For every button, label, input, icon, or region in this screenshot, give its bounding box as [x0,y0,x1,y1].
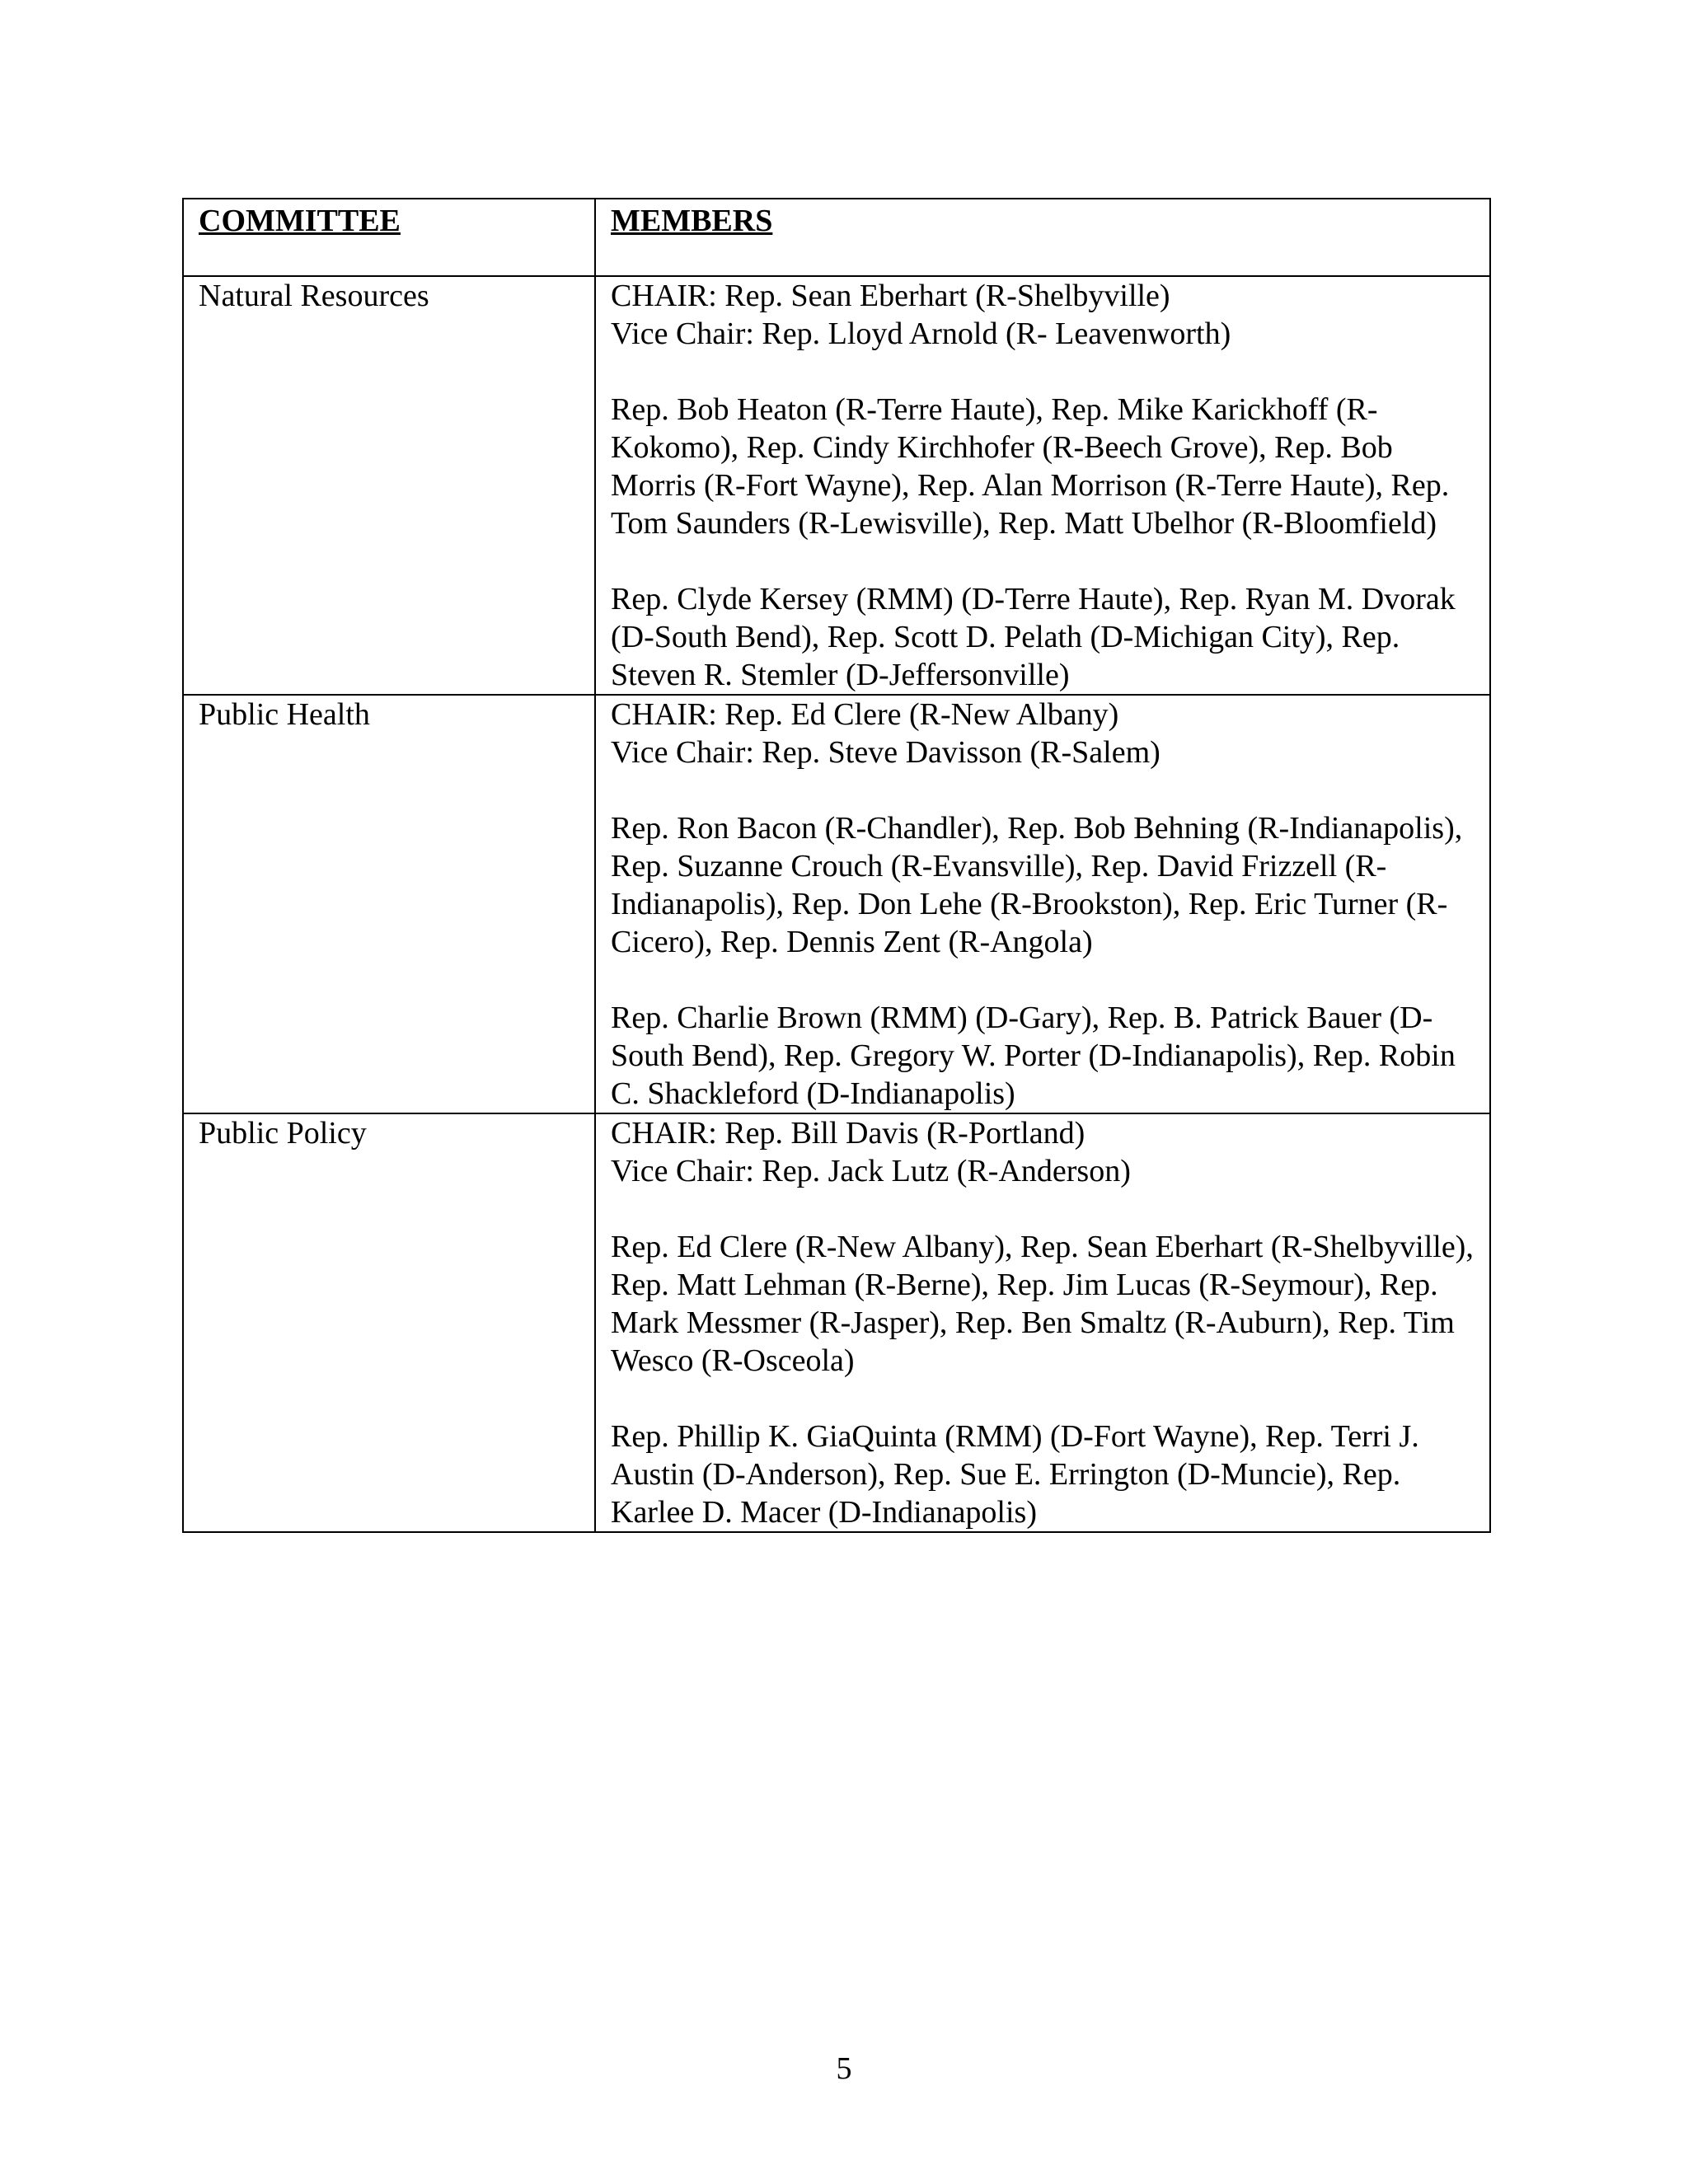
members-column-header [595,199,1490,276]
chair-line: CHAIR: Rep. Bill Davis (R-Portland) [611,1116,1085,1151]
chair-line: CHAIR: Rep. Ed Clere (R-New Albany) [611,697,1119,732]
members-cell [595,276,1490,695]
committee-name: Natural Resources [199,279,429,313]
committee-name-cell [183,695,595,1113]
chair-line: CHAIR: Rep. Sean Eberhart (R-Shelbyville) [611,279,1170,313]
democratic-members: Rep. Phillip K. GiaQuinta (RMM) (D-Fort Wayne), Rep. Terri J. Austin (D-Anderson), Rep. Sue E. Errington (D-Muncie), Rep. Karlee D. Macer (D-Indianapolis) [611,1419,1419,1530]
vice-chair-line: Vice Chair: Rep. Steve Davisson (R-Salem) [611,735,1160,770]
members-cell [595,1113,1490,1532]
table-row [183,276,1490,695]
vice-chair-line: Vice Chair: Rep. Jack Lutz (R-Anderson) [611,1154,1131,1188]
table-header-row [183,199,1490,276]
democratic-members: Rep. Clyde Kersey (RMM) (D-Terre Haute), Rep. Ryan M. Dvorak (D-South Bend), Rep. Scott D. Pelath (D-Michigan City), Rep. Steven R. Stemler (D-Jeffersonville) [611,582,1456,692]
republican-members: Rep. Ed Clere (R-New Albany), Rep. Sean Eberhart (R-Shelbyville), Rep. Matt Lehman (R-Berne), Rep. Jim Lucas (R-Seymour), Rep. Mark Messmer (R-Jasper), Rep. Ben Smaltz (R-Auburn), Rep. Tim Wesco (R-Osceola) [611,1230,1474,1378]
republican-members: Rep. Bob Heaton (R-Terre Haute), Rep. Mike Karickhoff (R-Kokomo), Rep. Cindy Kirchhofer (R-Beech Grove), Rep. Bob Morris (R-Fort Wayne), Rep. Alan Morrison (R-Terre Haute), Rep. Tom Saunders (R-Lewisville), Rep. Matt Ubelhor (R-Bloomfield) [611,392,1450,541]
committee-name: Public Policy [199,1116,367,1151]
committee-name: Public Health [199,697,370,732]
committee-column-header [183,199,595,276]
committee-name-cell [183,276,595,695]
members-header-label: MEMBERS [611,204,773,238]
committee-name-cell [183,1113,595,1532]
page-number: 5 [836,2051,852,2086]
committee-header-label: COMMITTEE [199,204,401,238]
republican-members: Rep. Ron Bacon (R-Chandler), Rep. Bob Behning (R-Indianapolis), Rep. Suzanne Crouch (R-Evansville), Rep. David Frizzell (R-Indianapolis), Rep. Don Lehe (R-Brookston), Rep. Eric Turner (R-Cicero), Rep. Dennis Zent (R-Angola) [611,811,1463,959]
democratic-members: Rep. Charlie Brown (RMM) (D-Gary), Rep. B. Patrick Bauer (D-South Bend), Rep. Gregory W. Porter (D-Indianapolis), Rep. Robin C. Shackleford (D-Indianapolis) [611,1001,1456,1111]
committee-members-table [182,198,1491,1533]
members-cell [595,695,1490,1113]
vice-chair-line: Vice Chair: Rep. Lloyd Arnold (R- Leavenworth) [611,316,1231,351]
table-row [183,695,1490,1113]
table-row [183,1113,1490,1532]
